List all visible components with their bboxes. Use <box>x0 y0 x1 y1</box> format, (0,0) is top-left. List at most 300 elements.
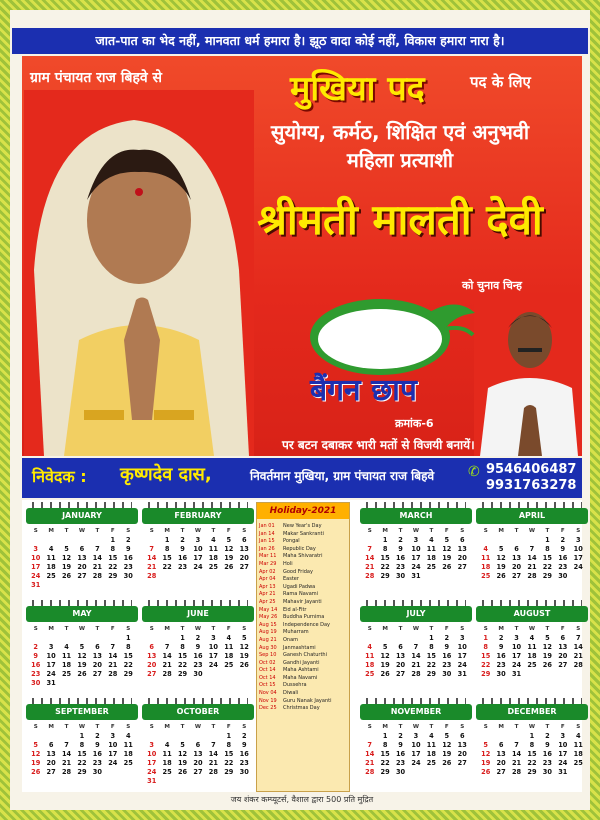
date-cell: 18 <box>426 553 436 562</box>
date-cell <box>190 731 205 740</box>
date-cell: 19 <box>239 651 249 660</box>
date-cell: 21 <box>92 562 102 571</box>
date-cell: 21 <box>208 758 218 767</box>
weekday-header: W <box>78 527 86 534</box>
date-cell: 25 <box>123 758 133 767</box>
holiday-name: Onam <box>283 636 299 643</box>
panchayat-label: ग्राम पंचायत राज बिहवे से <box>30 70 162 86</box>
holiday-name: Muharram <box>283 629 309 636</box>
date-cell: 10 <box>558 740 568 749</box>
date-cell: 22 <box>162 562 172 571</box>
date-cell: 19 <box>442 749 452 758</box>
date-cell: 27 <box>92 669 102 678</box>
holiday-date: Nov 04 <box>259 690 277 697</box>
holiday-row <box>259 569 347 577</box>
weekday-header: S <box>33 527 38 534</box>
date-cell: 15 <box>426 651 436 660</box>
holiday-date: Dec 25 <box>259 705 277 712</box>
date-cell: 7 <box>529 544 535 553</box>
date-cell: 21 <box>162 660 172 669</box>
weekday-header: T <box>429 625 434 632</box>
month-may <box>26 600 138 688</box>
date-cell: 15 <box>380 553 390 562</box>
date-cell: 3 <box>211 633 216 642</box>
date-cell: 13 <box>147 651 157 660</box>
holiday-date: Oct 14 <box>259 667 276 674</box>
month-december <box>476 698 588 786</box>
date-cell: 25 <box>224 660 234 669</box>
date-cell: 12 <box>77 651 87 660</box>
weekday-header: W <box>78 723 86 730</box>
date-cell: 19 <box>224 553 234 562</box>
date-cell: 16 <box>123 553 133 562</box>
holiday-date: Jan 01 <box>259 523 275 529</box>
date-cell: 18 <box>365 660 375 669</box>
date-cell: 3 <box>149 740 154 749</box>
date-cell: 16 <box>239 749 249 758</box>
weekday-header: W <box>528 723 536 730</box>
date-cell: 21 <box>511 758 522 767</box>
date-cell <box>74 580 89 589</box>
date-cell: 1 <box>125 633 131 642</box>
date-cell: 26 <box>496 571 506 580</box>
date-cell: 19 <box>442 553 452 562</box>
date-cell <box>221 571 236 580</box>
weekday-header: T <box>545 723 550 730</box>
date-cell: 30 <box>442 669 452 678</box>
date-cell: 8 <box>545 544 550 553</box>
date-cell: 1 <box>382 731 388 740</box>
holiday-list <box>256 502 350 792</box>
weekday-header: W <box>528 527 536 534</box>
brinjal-symbol-icon <box>305 285 480 380</box>
date-cell: 2 <box>95 731 100 740</box>
date-cell: 4 <box>64 642 69 651</box>
holiday-date: Aug 19 <box>259 629 277 636</box>
date-cell: 14 <box>527 553 537 562</box>
weekday-header: M <box>164 625 170 632</box>
date-cell: 29 <box>77 767 87 776</box>
date-cell <box>439 571 454 580</box>
date-cell: 7 <box>211 740 216 749</box>
date-cell: 26 <box>542 660 552 669</box>
weekday-header: W <box>78 625 86 632</box>
date-cell: 25 <box>426 758 436 767</box>
date-cell: 21 <box>365 562 375 571</box>
month-name: JULY <box>360 606 472 622</box>
date-cell: 9 <box>560 544 566 553</box>
date-cell: 1 <box>483 633 488 642</box>
date-cell: 24 <box>208 660 218 669</box>
holiday-row <box>259 584 347 592</box>
date-cell: 7 <box>164 642 170 651</box>
date-cell: 3 <box>110 731 116 740</box>
date-cell: 24 <box>46 669 56 678</box>
holiday-name: Good Friday <box>283 568 313 575</box>
date-cell: 23 <box>177 562 188 571</box>
date-cell: 27 <box>77 571 87 580</box>
date-cell: 29 <box>527 767 537 776</box>
holiday-name: Dussehra <box>283 682 307 689</box>
holiday-date: Jan 26 <box>259 545 275 552</box>
date-cell: 2 <box>195 633 201 642</box>
date-cell: 27 <box>511 571 522 580</box>
symbol-caption: को चुनाव चिन्ह <box>462 279 522 292</box>
date-cell: 14 <box>92 553 102 562</box>
date-cell: 9 <box>498 642 504 651</box>
date-cell: 31 <box>46 678 56 687</box>
date-cell <box>524 535 539 544</box>
date-cell: 20 <box>147 660 157 669</box>
date-cell: 25 <box>61 669 72 678</box>
date-cell: 5 <box>241 633 247 642</box>
holiday-name: Ugadi Padwa <box>283 583 316 590</box>
date-cell: 16 <box>193 651 203 660</box>
holiday-date: May 26 <box>259 614 278 621</box>
candidate-type: महिला प्रत्याशी <box>346 148 454 172</box>
date-cell: 28 <box>527 571 537 580</box>
date-cell: 27 <box>395 669 406 678</box>
weekday-header: F <box>444 723 449 730</box>
month-name: NOVEMBER <box>360 704 472 720</box>
weekday-header: S <box>460 527 465 534</box>
date-cell: 26 <box>177 767 188 776</box>
date-cell: 16 <box>177 553 188 562</box>
date-cell <box>144 535 159 544</box>
date-cell: 9 <box>33 651 38 660</box>
date-cell: 28 <box>147 571 157 580</box>
date-cell: 13 <box>239 544 249 553</box>
date-cell: 15 <box>162 553 172 562</box>
date-cell: 16 <box>395 553 406 562</box>
weekday-header: S <box>242 527 247 534</box>
date-cell: 15 <box>542 553 552 562</box>
weekday-header: F <box>444 625 449 632</box>
date-cell <box>59 633 74 642</box>
date-cell: 9 <box>241 740 247 749</box>
weekday-header: W <box>194 723 202 730</box>
date-cell <box>90 535 105 544</box>
date-cell: 1 <box>545 535 550 544</box>
weekday-header: S <box>367 527 372 534</box>
date-cell <box>121 767 136 776</box>
date-cell: 2 <box>398 731 403 740</box>
date-cell: 25 <box>426 562 436 571</box>
date-cell: 22 <box>542 562 552 571</box>
date-cell: 5 <box>483 740 488 749</box>
weekday-header: W <box>194 625 202 632</box>
weekday-header: S <box>149 723 154 730</box>
date-cell <box>175 571 190 580</box>
date-cell: 12 <box>481 749 491 758</box>
date-cell <box>159 731 174 740</box>
month-july <box>360 600 472 688</box>
weekday-header: M <box>164 723 170 730</box>
date-cell: 3 <box>560 731 566 740</box>
date-cell: 20 <box>239 553 249 562</box>
date-cell: 20 <box>92 660 102 669</box>
holiday-date: Aug 21 <box>259 636 277 643</box>
date-cell: 29 <box>224 767 234 776</box>
date-cell: 5 <box>545 633 550 642</box>
date-cell: 4 <box>575 731 581 740</box>
date-cell: 4 <box>125 731 131 740</box>
date-cell: 23 <box>542 758 552 767</box>
holiday-row <box>259 667 347 675</box>
date-cell: 7 <box>110 642 116 651</box>
date-cell: 20 <box>77 562 87 571</box>
date-cell: 8 <box>382 740 388 749</box>
month-september <box>26 698 138 786</box>
date-cell: 20 <box>395 660 406 669</box>
date-cell <box>159 633 174 642</box>
date-cell <box>362 535 377 544</box>
date-cell: 23 <box>193 660 203 669</box>
date-cell <box>90 580 105 589</box>
month-name: DECEMBER <box>476 704 588 720</box>
date-cell: 13 <box>92 651 102 660</box>
date-cell: 2 <box>125 535 131 544</box>
weekday-header: T <box>211 723 216 730</box>
date-cell: 9 <box>180 544 185 553</box>
date-cell <box>159 776 174 785</box>
holiday-row <box>259 629 347 637</box>
date-cell: 29 <box>426 669 436 678</box>
date-cell: 8 <box>382 544 388 553</box>
date-cell: 12 <box>542 642 552 651</box>
date-cell: 28 <box>365 767 375 776</box>
date-cell: 14 <box>108 651 118 660</box>
date-cell: 4 <box>164 740 170 749</box>
date-cell: 9 <box>398 740 403 749</box>
date-cell: 2 <box>560 535 566 544</box>
holiday-date: Aug 30 <box>259 644 277 651</box>
date-cell: 12 <box>239 642 249 651</box>
weekday-header: F <box>110 527 115 534</box>
date-cell: 15 <box>527 749 537 758</box>
date-cell: 18 <box>527 651 537 660</box>
date-cell: 14 <box>511 749 522 758</box>
date-cell <box>43 580 58 589</box>
date-cell: 3 <box>48 642 54 651</box>
date-cell: 13 <box>457 544 467 553</box>
date-cell: 19 <box>380 660 390 669</box>
holiday-title: Holiday-2021 <box>257 503 349 519</box>
date-cell <box>221 776 236 785</box>
date-cell: 26 <box>224 562 234 571</box>
date-cell: 30 <box>31 678 41 687</box>
date-cell: 29 <box>380 571 390 580</box>
date-cell <box>571 767 586 776</box>
date-cell: 23 <box>31 669 41 678</box>
weekday-header: T <box>514 625 519 632</box>
weekday-header: M <box>498 625 504 632</box>
date-cell: 31 <box>558 767 568 776</box>
weekday-header: T <box>180 625 185 632</box>
post-title: मुखिया पद <box>290 69 425 109</box>
date-cell <box>105 767 120 776</box>
date-cell: 5 <box>226 535 232 544</box>
date-cell: 24 <box>193 562 203 571</box>
weekday-header: F <box>110 723 115 730</box>
weekday-header: S <box>242 723 247 730</box>
date-cell <box>555 669 570 678</box>
date-cell: 26 <box>442 758 452 767</box>
date-cell: 28 <box>92 571 102 580</box>
date-cell: 13 <box>395 651 406 660</box>
weekday-header: T <box>211 625 216 632</box>
weekday-header: T <box>514 527 519 534</box>
date-cell: 17 <box>193 553 203 562</box>
month-november <box>360 698 472 786</box>
weekday-header: S <box>33 625 38 632</box>
date-cell: 13 <box>457 740 467 749</box>
date-cell: 19 <box>31 758 41 767</box>
weekday-header: T <box>514 723 519 730</box>
date-cell: 11 <box>573 740 583 749</box>
holiday-name: Maha Navami <box>283 674 318 681</box>
date-cell <box>144 633 159 642</box>
date-cell: 12 <box>496 553 506 562</box>
date-cell: 16 <box>558 553 568 562</box>
date-cell <box>206 571 221 580</box>
date-cell: 11 <box>46 553 56 562</box>
ballot-serial: क्रमांक-6 <box>395 417 434 430</box>
date-cell <box>43 535 58 544</box>
date-cell: 27 <box>239 562 249 571</box>
holiday-row <box>259 576 347 584</box>
month-grid <box>28 624 136 687</box>
holiday-date: Mar 11 <box>259 553 277 560</box>
date-cell: 7 <box>149 544 154 553</box>
holiday-row <box>259 698 347 706</box>
weekday-header: M <box>48 625 54 632</box>
qualities-line: सुयोग्य, कर्मठ, शिक्षित एवं अनुभवी <box>270 120 530 144</box>
date-cell: 29 <box>380 767 390 776</box>
date-cell: 6 <box>459 731 465 740</box>
date-cell <box>59 678 74 687</box>
date-cell: 7 <box>95 544 100 553</box>
weekday-header: S <box>460 723 465 730</box>
date-cell <box>540 669 555 678</box>
weekday-header: T <box>95 625 100 632</box>
month-name: AUGUST <box>476 606 588 622</box>
date-cell: 12 <box>380 651 390 660</box>
date-cell: 3 <box>413 731 419 740</box>
date-cell: 22 <box>527 758 537 767</box>
month-grid <box>478 526 586 580</box>
date-cell: 8 <box>483 642 488 651</box>
weekday-header: T <box>429 723 434 730</box>
date-cell: 21 <box>365 758 375 767</box>
holiday-date: Apr 13 <box>259 583 276 590</box>
holiday-date: Oct 15 <box>259 682 276 689</box>
date-cell: 2 <box>398 535 403 544</box>
date-cell <box>362 731 377 740</box>
weekday-header: T <box>398 625 403 632</box>
holiday-date: Aug 15 <box>259 621 277 628</box>
date-cell <box>59 731 74 740</box>
requester-post: निवर्तमान मुखिया, ग्राम पंचायत राज बिहवे <box>250 469 435 483</box>
date-cell: 12 <box>177 749 188 758</box>
holiday-date: Apr 02 <box>259 568 276 575</box>
date-cell: 11 <box>162 749 172 758</box>
month-april <box>476 502 588 590</box>
date-cell: 29 <box>481 669 491 678</box>
date-cell: 30 <box>239 767 249 776</box>
date-cell: 4 <box>429 535 434 544</box>
date-cell: 18 <box>123 749 133 758</box>
date-cell: 30 <box>542 767 552 776</box>
phone-number: 9931763278 <box>486 478 577 493</box>
weekday-header: F <box>226 723 231 730</box>
holiday-date: Oct 02 <box>259 659 276 666</box>
date-cell <box>74 535 89 544</box>
date-cell <box>206 731 221 740</box>
date-cell <box>377 633 392 642</box>
weekday-header: M <box>48 723 54 730</box>
date-cell: 23 <box>395 562 406 571</box>
date-cell: 15 <box>108 553 118 562</box>
month-name: MARCH <box>360 508 472 524</box>
date-cell <box>439 767 454 776</box>
holiday-table <box>259 523 347 713</box>
weekday-header: T <box>64 527 69 534</box>
holiday-date: Sep 10 <box>259 652 277 659</box>
date-cell: 27 <box>457 758 467 767</box>
date-cell: 13 <box>558 642 568 651</box>
date-cell: 27 <box>46 767 56 776</box>
weekday-header: T <box>180 527 185 534</box>
holiday-name: Eid al-Fitr <box>283 606 307 613</box>
date-cell: 3 <box>459 633 465 642</box>
date-cell: 4 <box>48 544 54 553</box>
weekday-header: S <box>367 625 372 632</box>
weekday-header: T <box>211 527 216 534</box>
date-cell: 14 <box>147 553 157 562</box>
vote-appeal: पर बटन दबाकर भारी मतों से विजयी बनायें। <box>282 438 475 452</box>
date-cell: 1 <box>226 731 232 740</box>
month-march <box>360 502 472 590</box>
date-cell: 23 <box>558 562 568 571</box>
date-cell: 26 <box>481 767 491 776</box>
date-cell: 27 <box>558 660 568 669</box>
month-february <box>142 502 254 590</box>
holiday-row <box>259 531 347 539</box>
date-cell: 11 <box>426 740 436 749</box>
date-cell: 14 <box>365 749 375 758</box>
date-cell: 11 <box>527 642 537 651</box>
date-cell: 20 <box>46 758 56 767</box>
weekday-header: S <box>33 723 38 730</box>
holiday-row <box>259 660 347 668</box>
date-cell: 6 <box>514 544 519 553</box>
weekday-header: S <box>367 723 372 730</box>
date-cell: 20 <box>193 758 203 767</box>
month-grid <box>362 624 470 678</box>
date-cell: 20 <box>457 553 467 562</box>
date-cell: 11 <box>481 553 491 562</box>
date-cell <box>121 678 136 687</box>
date-cell: 31 <box>31 580 41 589</box>
date-cell: 29 <box>542 571 552 580</box>
date-cell: 10 <box>46 651 56 660</box>
date-cell: 25 <box>208 562 218 571</box>
date-cell: 30 <box>193 669 203 678</box>
date-cell: 26 <box>442 562 452 571</box>
holiday-name: Independence Day <box>283 621 331 628</box>
date-cell: 25 <box>365 669 375 678</box>
